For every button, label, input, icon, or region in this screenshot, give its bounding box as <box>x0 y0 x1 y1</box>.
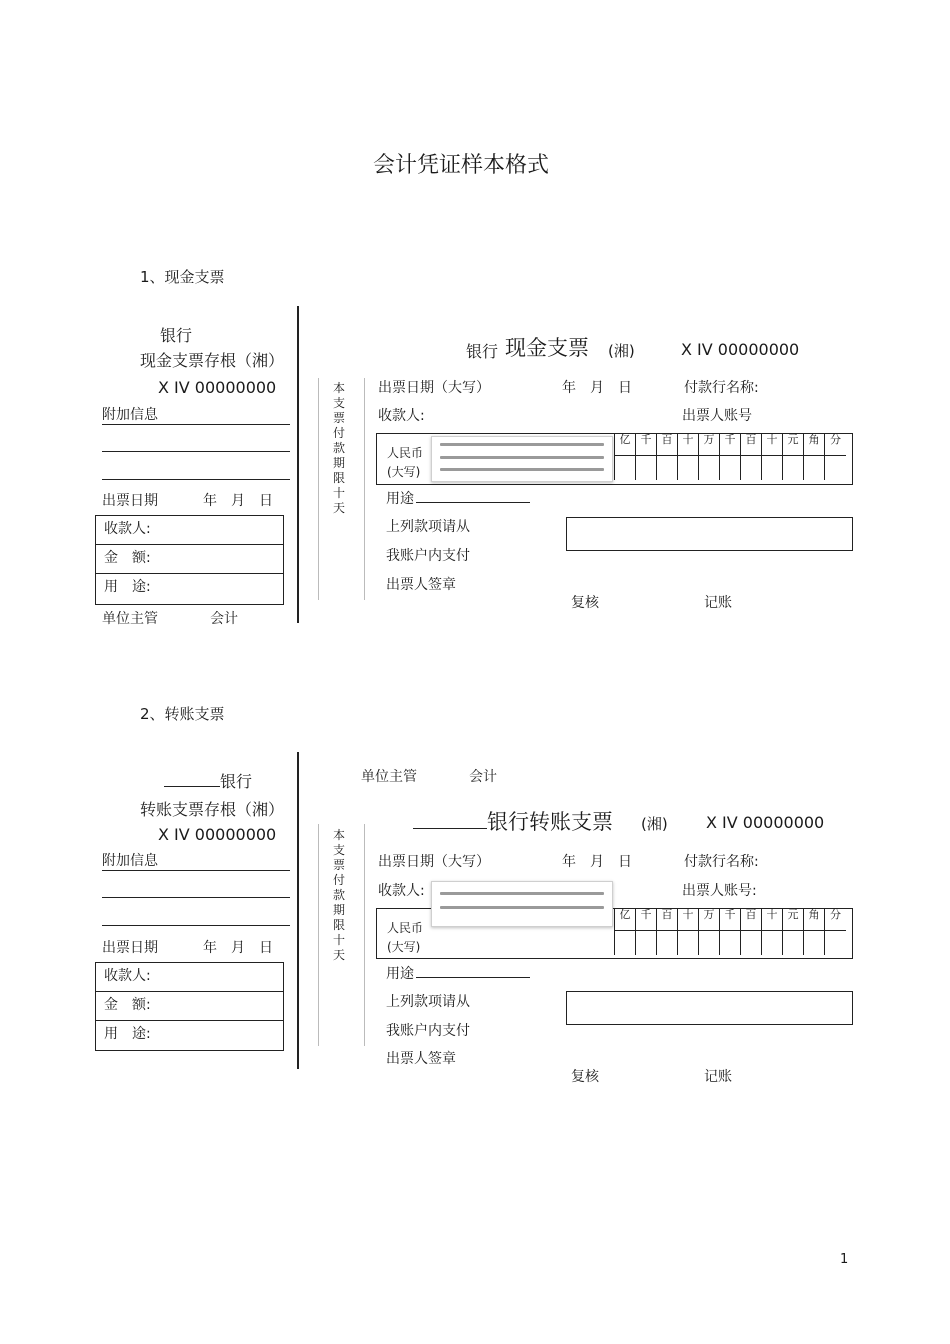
digit-unit: 元 <box>783 908 803 931</box>
digit-cell[interactable] <box>615 456 635 480</box>
stub-payee: 收款人: <box>96 516 283 545</box>
purpose-line[interactable] <box>416 963 530 978</box>
perforation-line <box>297 752 299 1069</box>
cheque-payee-label: 收款人: <box>378 408 425 424</box>
perforation-line <box>297 306 299 623</box>
digit-cell[interactable] <box>741 931 761 955</box>
stub-serial: X IV 00000000 <box>158 378 277 397</box>
cheque-date-ymd: 年 月 日 <box>562 380 632 396</box>
accountant-label: 会计 <box>469 769 497 785</box>
bookkeeping-label: 记账 <box>704 595 732 611</box>
daxie-text: (大写) <box>387 940 421 954</box>
amount-digit-grid <box>614 433 846 480</box>
cheque-region: (湘) <box>608 342 635 360</box>
redaction-bar <box>440 892 604 895</box>
digit-unit: 角 <box>804 908 824 931</box>
bank-name-line[interactable] <box>164 772 220 787</box>
digit-cell[interactable] <box>636 456 656 480</box>
stub-bank <box>164 769 252 792</box>
stub-extra-line <box>102 897 290 898</box>
purpose-label: 用途 <box>386 966 414 982</box>
digit-cell[interactable] <box>762 456 782 480</box>
redaction-popup <box>431 436 613 482</box>
vertical-guide <box>318 378 319 600</box>
rmb-text: 人民币 <box>387 921 424 935</box>
stub-date-ymd: 年 月 日 <box>203 493 273 509</box>
drawer-seal-label: 出票人签章 <box>386 1051 456 1067</box>
stub-serial: X IV 00000000 <box>158 825 277 844</box>
drawer-seal-label: 出票人签章 <box>386 577 456 593</box>
purpose-row <box>386 488 530 508</box>
digit-cell[interactable] <box>762 931 782 955</box>
digit-unit: 分 <box>825 908 846 931</box>
cheque-serial: X IV 00000000 <box>706 813 825 832</box>
digit-unit: 百 <box>741 433 761 456</box>
digit-unit: 十 <box>678 433 698 456</box>
stub-accountant: 会计 <box>210 611 238 627</box>
stub-extra-line <box>102 925 290 926</box>
digit-cell[interactable] <box>678 931 698 955</box>
digit-cell[interactable] <box>783 931 803 955</box>
vertical-guide <box>318 824 319 1046</box>
payment-line-1: 上列款项请从 <box>386 519 470 535</box>
redaction-bar <box>440 468 604 471</box>
stub-extra-line <box>102 451 290 452</box>
digit-unit: 十 <box>678 908 698 931</box>
stub-bank: 银行 <box>160 326 193 345</box>
amount-digit-grid <box>614 908 846 955</box>
stub-date-ymd: 年 月 日 <box>203 940 273 956</box>
cheque-header <box>413 806 613 836</box>
digit-unit: 万 <box>699 433 719 456</box>
page-number: 1 <box>840 1252 849 1267</box>
digit-cell[interactable] <box>657 456 677 480</box>
digit-cell[interactable] <box>741 456 761 480</box>
cheque-bank: 银行 <box>487 810 529 834</box>
redaction-bar <box>440 456 604 459</box>
vertical-guide <box>364 824 365 1046</box>
digit-cell[interactable] <box>678 456 698 480</box>
drawer-account-label: 出票人账号 <box>682 408 752 424</box>
stub-name: 转账支票存根（湘） <box>140 800 285 819</box>
seal-box[interactable] <box>566 991 853 1025</box>
digit-unit: 百 <box>657 433 677 456</box>
bookkeeping-label: 记账 <box>704 1069 732 1085</box>
digit-cell[interactable] <box>804 456 824 480</box>
digit-cell[interactable] <box>720 456 740 480</box>
digit-cell[interactable] <box>825 456 846 480</box>
drawer-account-label: 出票人账号: <box>682 883 757 899</box>
stub-amount: 金 额: <box>96 992 283 1021</box>
stub-date-label: 出票日期 <box>102 493 158 509</box>
stub-payee: 收款人: <box>96 963 283 992</box>
digit-unit: 千 <box>720 433 740 456</box>
redaction-popup <box>431 881 613 927</box>
digit-unit: 千 <box>636 908 656 931</box>
cheque-name: 现金支票 <box>505 336 589 360</box>
cheque-date-label: 出票日期（大写） <box>378 854 490 870</box>
stub-extra-line <box>102 870 290 871</box>
digit-unit: 十 <box>762 433 782 456</box>
digit-unit: 千 <box>636 433 656 456</box>
digit-cell[interactable] <box>720 931 740 955</box>
cheque-date-label: 出票日期（大写） <box>378 380 490 396</box>
digit-cell[interactable] <box>615 931 635 955</box>
stub-extra-info-label: 附加信息 <box>102 853 158 869</box>
stub-table <box>95 515 284 605</box>
cheque-serial: X IV 00000000 <box>681 340 800 359</box>
stub-date-label: 出票日期 <box>102 940 158 956</box>
stub-extra-line <box>102 479 290 480</box>
bank-name-line[interactable] <box>413 808 487 829</box>
seal-box[interactable] <box>566 517 853 551</box>
redaction-bar <box>440 906 604 909</box>
review-label: 复核 <box>571 595 599 611</box>
stub-purpose: 用 途: <box>104 579 151 595</box>
purpose-label: 用途 <box>386 491 414 507</box>
digit-unit: 亿 <box>615 908 635 931</box>
stub-purpose: 用 途: <box>104 1026 151 1042</box>
stub-extra-line <box>102 424 290 425</box>
digit-unit: 百 <box>657 908 677 931</box>
purpose-line[interactable] <box>416 488 530 503</box>
stub-bank-text: 银行 <box>220 772 253 791</box>
digit-cell[interactable] <box>804 931 824 955</box>
rmb-text: 人民币 <box>387 446 424 460</box>
payer-bank-label: 付款行名称: <box>684 854 759 870</box>
daxie-text: (大写) <box>387 465 421 479</box>
digit-cell[interactable] <box>657 931 677 955</box>
cheque-name: 转账支票 <box>529 810 613 834</box>
payment-line-2: 我账户内支付 <box>386 1023 470 1039</box>
page-title: 会计凭证样本格式 <box>372 153 549 178</box>
vertical-note: 本支票付款期限十天 <box>332 828 345 962</box>
digit-unit: 角 <box>804 433 824 456</box>
digit-cell[interactable] <box>699 456 719 480</box>
digit-unit: 千 <box>720 908 740 931</box>
cheque-date-ymd: 年 月 日 <box>562 854 632 870</box>
vertical-note: 本支票付款期限十天 <box>332 381 345 515</box>
section-heading-cash-cheque: 1、现金支票 <box>140 268 225 286</box>
payer-bank-label: 付款行名称: <box>684 380 759 396</box>
digit-cell[interactable] <box>699 931 719 955</box>
digit-cell[interactable] <box>636 931 656 955</box>
stub-supervisor: 单位主管 <box>102 611 158 627</box>
digit-unit: 元 <box>783 433 803 456</box>
rmb-label <box>387 919 423 957</box>
purpose-row <box>386 963 530 983</box>
payment-line-1: 上列款项请从 <box>386 994 470 1010</box>
stub-name: 现金支票存根（湘） <box>140 351 285 370</box>
digit-cell[interactable] <box>783 456 803 480</box>
redaction-bar <box>440 443 604 446</box>
section-heading-transfer-cheque: 2、转账支票 <box>140 705 225 723</box>
stub-amount: 金 额: <box>96 545 283 574</box>
vertical-guide <box>364 378 365 600</box>
digit-unit: 分 <box>825 433 846 456</box>
review-label: 复核 <box>571 1069 599 1085</box>
digit-unit: 百 <box>741 908 761 931</box>
stub-table <box>95 962 284 1051</box>
cheque-bank: 银行 <box>466 342 499 361</box>
cheque-payee-label: 收款人: <box>378 883 425 899</box>
digit-unit: 亿 <box>615 433 635 456</box>
digit-unit: 万 <box>699 908 719 931</box>
payment-line-2: 我账户内支付 <box>386 548 470 564</box>
supervisor-label: 单位主管 <box>361 769 417 785</box>
cheque-region: (湘) <box>641 815 668 833</box>
stub-extra-info-label: 附加信息 <box>102 407 158 423</box>
rmb-label <box>387 444 423 482</box>
digit-unit: 十 <box>762 908 782 931</box>
digit-cell[interactable] <box>825 931 846 955</box>
